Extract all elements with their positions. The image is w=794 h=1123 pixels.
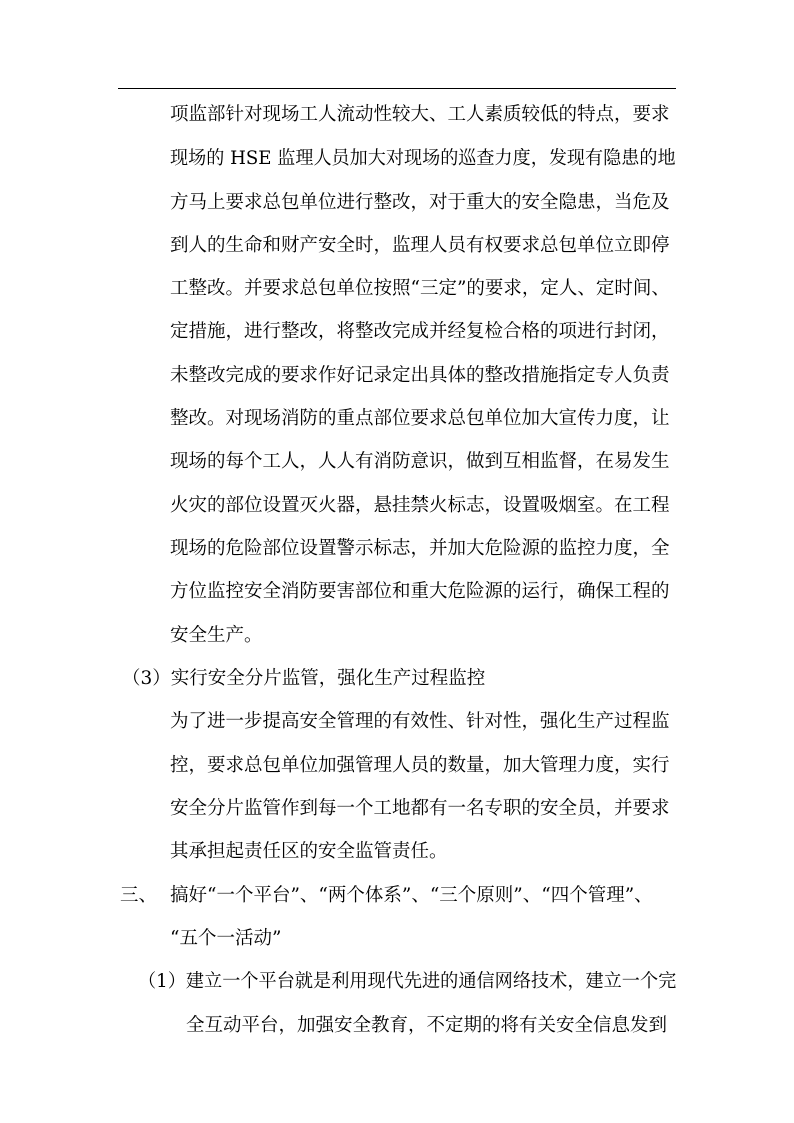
- chapter-heading: 搞好“一个平台”、“两个体系”、“三个原则”、“四个管理”、: [170, 885, 653, 906]
- chapter-heading-cont: “五个一活动”: [170, 928, 282, 949]
- body-text-line: 方马上要求总包单位进行整改，对于重大的安全隐患，当危及: [170, 192, 670, 213]
- list-item-cont: 全互动平台，加强安全教育，不定期的将有关安全信息发到: [186, 1015, 668, 1036]
- list-item: （1）建立一个平台就是利用现代先进的通信网络技术，建立一个完: [138, 971, 677, 992]
- body-text-line: 火灾的部位设置灭火器，悬挂禁火标志，设置吸烟室。在工程: [170, 495, 670, 516]
- body-text-line: 其承担起责任区的安全监管责任。: [170, 841, 448, 862]
- body-text-line: 安全生产。: [170, 625, 263, 646]
- body-text-line: 到人的生命和财产安全时，监理人员有权要求总包单位立即停: [170, 235, 670, 256]
- body-text-line: 工整改。并要求总包单位按照“三定”的要求，定人、定时间、: [170, 278, 670, 299]
- body-text-line: 定措施，进行整改，将整改完成并经复检合格的项进行封闭，: [170, 321, 670, 342]
- body-text-line: 未整改完成的要求作好记录定出具体的整改措施指定专人负责: [170, 365, 670, 386]
- body-text-line: 控，要求总包单位加强管理人员的数量，加大管理力度，实行: [170, 755, 670, 776]
- body-text-line: 整改。对现场消防的重点部位要求总包单位加大宣传力度，让: [170, 408, 670, 429]
- body-text-line: 方位监控安全消防要害部位和重大危险源的运行，确保工程的: [170, 581, 670, 602]
- section-heading: （3）实行安全分片监管，强化生产过程监控: [122, 668, 486, 689]
- body-text-line: 安全分片监管作到每一个工地都有一名专职的安全员，并要求: [170, 798, 670, 819]
- body-text-line: 现场的危险部位设置警示标志，并加大危险源的监控力度，全: [170, 538, 670, 559]
- chapter-number: 三、: [120, 885, 158, 906]
- body-text-line: 现场的每个工人，人人有消防意识，做到互相监督，在易发生: [170, 451, 670, 472]
- header-rule: [118, 88, 676, 89]
- body-text-line: 项监部针对现场工人流动性较大、工人素质较低的特点，要求: [170, 104, 670, 125]
- body-text-line: 现场的 HSE 监理人员加大对现场的巡查力度，发现有隐患的地: [170, 148, 676, 169]
- body-text-line: 为了进一步提高安全管理的有效性、针对性，强化生产过程监: [170, 711, 670, 732]
